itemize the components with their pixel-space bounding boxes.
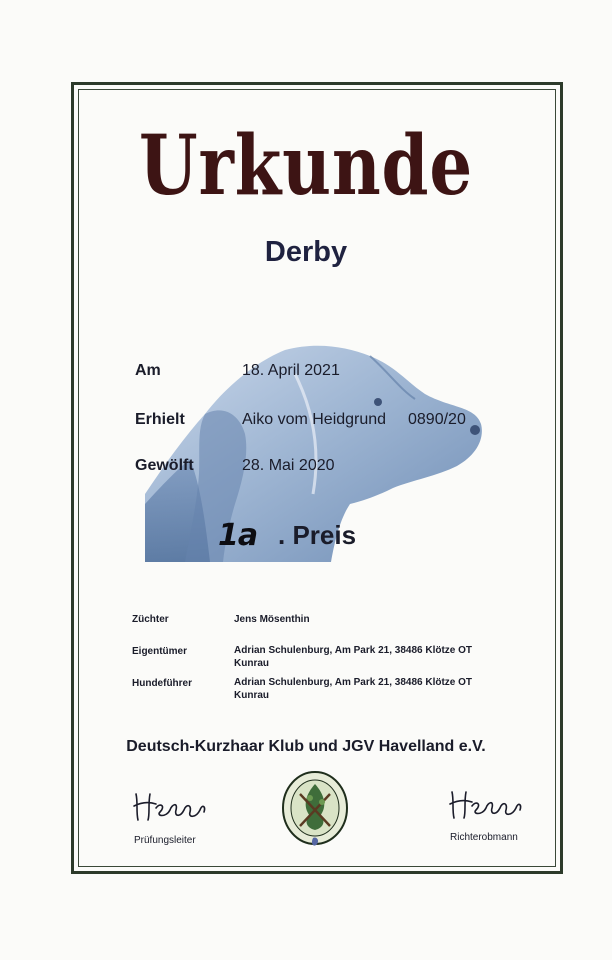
erhielt-label: Erhielt [135,411,185,428]
zuechter-label: Züchter [132,614,169,625]
prize-word: . Preis [278,520,357,550]
zuechter-value: Jens Mösenthin [234,614,310,625]
prize-handwritten: 1a [218,518,258,553]
am-label: Am [135,362,161,379]
am-value: 18. April 2021 [242,362,340,379]
club-seal-emblem [280,768,350,852]
signature-right [446,786,526,822]
dog-number: 0890/20 [408,411,466,428]
eigentuemer-value: Adrian Schulenburg, Am Park 21, 38486 Klötze OT Kunrau [234,645,473,669]
club-name: Deutsch-Kurzhaar Klub und JGV Havelland e.V. [126,738,486,755]
certificate-subtitle: Derby [264,236,348,268]
hundefuehrer-value: Adrian Schulenburg, Am Park 21, 38486 Klötze OT Kunrau [234,677,473,701]
signature-left [130,788,210,824]
eigentuemer-label: Eigentümer [132,646,188,657]
gewoelft-label: Gewölft [135,457,194,474]
signature-left-role: Prüfungsleiter [134,835,196,846]
hundefuehrer-label: Hundeführer [132,678,192,689]
signature-right-role: Richterobmann [450,832,518,843]
gewoelft-value: 28. Mai 2020 [242,457,335,474]
certificate-title: Urkunde [139,118,473,214]
dog-name: Aiko vom Heidgrund [242,411,387,428]
